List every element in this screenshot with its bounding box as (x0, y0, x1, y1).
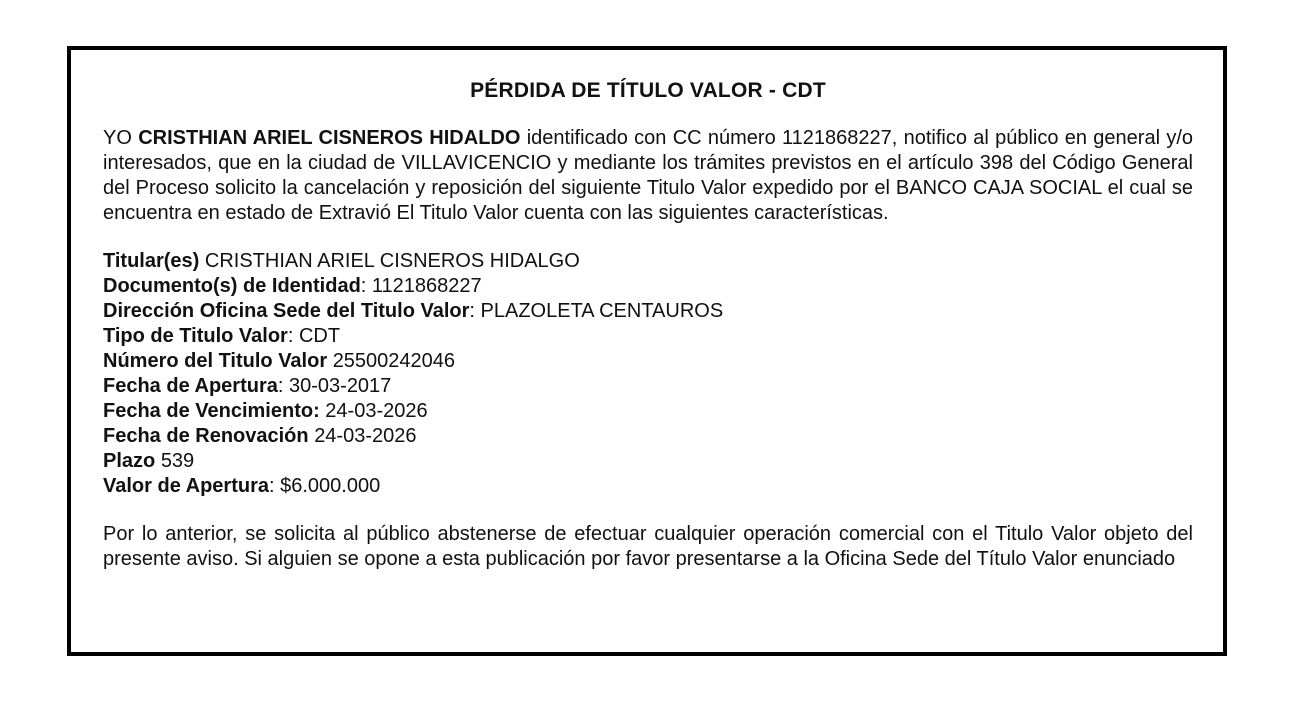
field-label: Dirección Oficina Sede del Titulo Valor (103, 300, 470, 322)
field-value: 24-03-2026 (325, 400, 428, 422)
field-separator: : (360, 275, 372, 297)
field-fecha-renovacion (103, 424, 1193, 449)
field-value: 30-03-2017 (289, 375, 392, 397)
intro-paragraph (103, 126, 1193, 226)
field-valor-apertura (103, 474, 1193, 499)
field-fecha-apertura (103, 374, 1193, 399)
field-value: 539 (160, 450, 195, 472)
field-label: Tipo de Titulo Valor (103, 325, 288, 347)
field-value: 24-03-2026 (314, 425, 417, 447)
field-fecha-vencimiento (103, 399, 1193, 424)
intro-prefix: YO (103, 127, 139, 149)
closing-paragraph: Por lo anterior, se solicita al público abstenerse de efectuar cualquier operación comercial con el Titulo Valor objeto del presente aviso. Si alguien se opone a esta publicación por favor presentarse a la Oficina Sede del Título Valor enunciado (103, 523, 1193, 570)
notice-title: PÉRDIDA DE TÍTULO VALOR - CDT (470, 79, 826, 102)
field-value: 1121868227 (371, 275, 482, 297)
field-label: Número del Titulo Valor (103, 350, 328, 372)
field-label: Fecha de Vencimiento: (103, 400, 320, 422)
field-label: Documento(s) de Identidad (103, 275, 361, 297)
field-tipo (103, 324, 1193, 349)
field-value: CDT (298, 325, 341, 347)
field-value: CRISTHIAN ARIEL CISNEROS HIDALGO (204, 250, 580, 272)
field-separator: : (277, 375, 289, 397)
field-label: Plazo (103, 450, 156, 472)
title-details-list (103, 249, 1193, 499)
field-separator: : (287, 325, 299, 347)
notice-box (67, 46, 1227, 656)
declarant-name: CRISTHIAN ARIEL CISNEROS HIDALDO (138, 127, 521, 149)
field-value: $6.000.000 (280, 475, 381, 497)
field-direccion (103, 299, 1193, 324)
field-separator: : (469, 300, 481, 322)
field-titular (103, 249, 1193, 274)
field-value: PLAZOLETA CENTAUROS (480, 300, 724, 322)
field-label: Fecha de Apertura (103, 375, 278, 397)
field-value: 25500242046 (332, 350, 456, 372)
field-label: Valor de Apertura (103, 475, 269, 497)
intro-body: identificado con CC número 1121868227, notifico al público en general y/o interesados, que en la ciudad de VILLAVICENCIO y mediante los trámites previstos en el artículo 398 del Código General del Proceso solicito la cancelación y reposición del siguiente Titulo Valor expedido por el BANCO CAJA SOCIAL el cual se encuentra en estado de Extravió El Titulo Valor cuenta con las siguientes características. (103, 127, 1194, 224)
field-label: Fecha de Renovación (103, 425, 309, 447)
field-numero (103, 349, 1193, 374)
field-label: Titular(es) (103, 250, 200, 272)
field-documento (103, 274, 1193, 299)
field-separator: : (268, 475, 281, 497)
field-plazo (103, 449, 1193, 474)
